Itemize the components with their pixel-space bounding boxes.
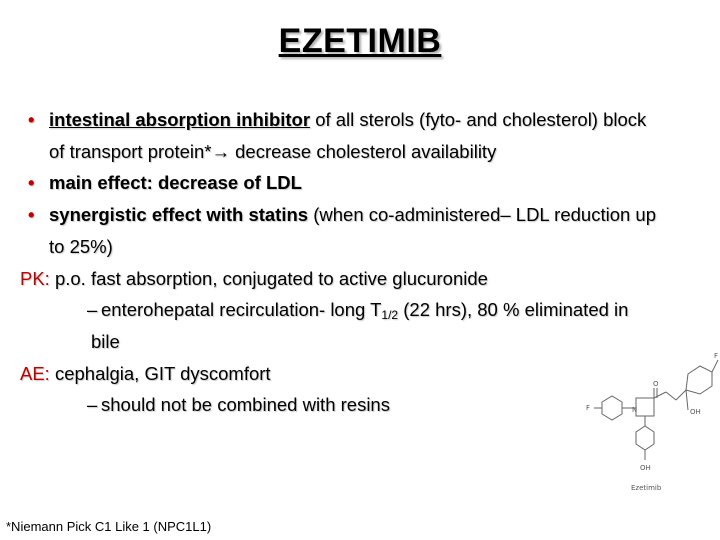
atom-f-right: F	[714, 352, 719, 360]
bullet-1	[20, 104, 710, 136]
atom-oh: OH	[690, 408, 701, 416]
pk-subitem-continuation: bile	[91, 330, 120, 352]
pk-text: p.o. fast absorption, conjugated to active glucuronide	[49, 267, 488, 289]
bullet-1-text: of all sterols (fyto- and cholesterol) block	[310, 109, 647, 130]
ezetimib-structure-image	[574, 350, 720, 500]
pk-label: PK:	[20, 267, 50, 289]
pk-subitem	[20, 294, 710, 326]
dash-marker: –	[87, 299, 98, 321]
bullet-3-highlight: synergistic effect with statins	[49, 204, 309, 226]
pk-sub-pre: enterohepatal recirculation- long T	[101, 299, 382, 321]
atom-oh-bottom: OH	[640, 464, 651, 472]
pk-sub-post: (22 hrs), 80 % eliminated in	[398, 299, 629, 321]
dash-marker: –	[87, 394, 98, 416]
ae-sub-text: should not be combined with resins	[101, 394, 390, 416]
bullet-3-text: (when co-administered– LDL reduction up	[308, 204, 657, 226]
half-life-subscript: 1/2	[381, 308, 399, 323]
bullet-3-continuation: to 25%)	[49, 235, 113, 257]
ae-text: cephalgia, GIT dyscomfort	[49, 362, 271, 384]
bullet-1-continuation: of transport protein*→ decrease cholesterol availability	[49, 140, 497, 162]
bullet-marker: •	[28, 109, 35, 130]
bullet-3	[20, 199, 710, 231]
atom-f-left: F	[586, 404, 591, 412]
pk-line	[20, 263, 710, 295]
bullet-1-highlight: intestinal absorption inhibitor	[49, 109, 311, 130]
bullet-marker: •	[28, 204, 35, 226]
atom-n: N	[632, 406, 638, 414]
ezetimib-structure-drawing	[574, 350, 720, 500]
bullet-2	[20, 167, 710, 199]
ae-label: AE:	[20, 362, 50, 384]
footnote: *Niemann Pick C1 Like 1 (NPC1L1)	[6, 519, 212, 534]
atom-o: O	[653, 380, 659, 388]
bullet-marker: •	[28, 172, 35, 194]
bullet-2-text: main effect: decrease of LDL	[49, 172, 302, 194]
structure-caption: Ezetimib	[631, 484, 662, 492]
slide-title: EZETIMIB	[278, 22, 442, 60]
